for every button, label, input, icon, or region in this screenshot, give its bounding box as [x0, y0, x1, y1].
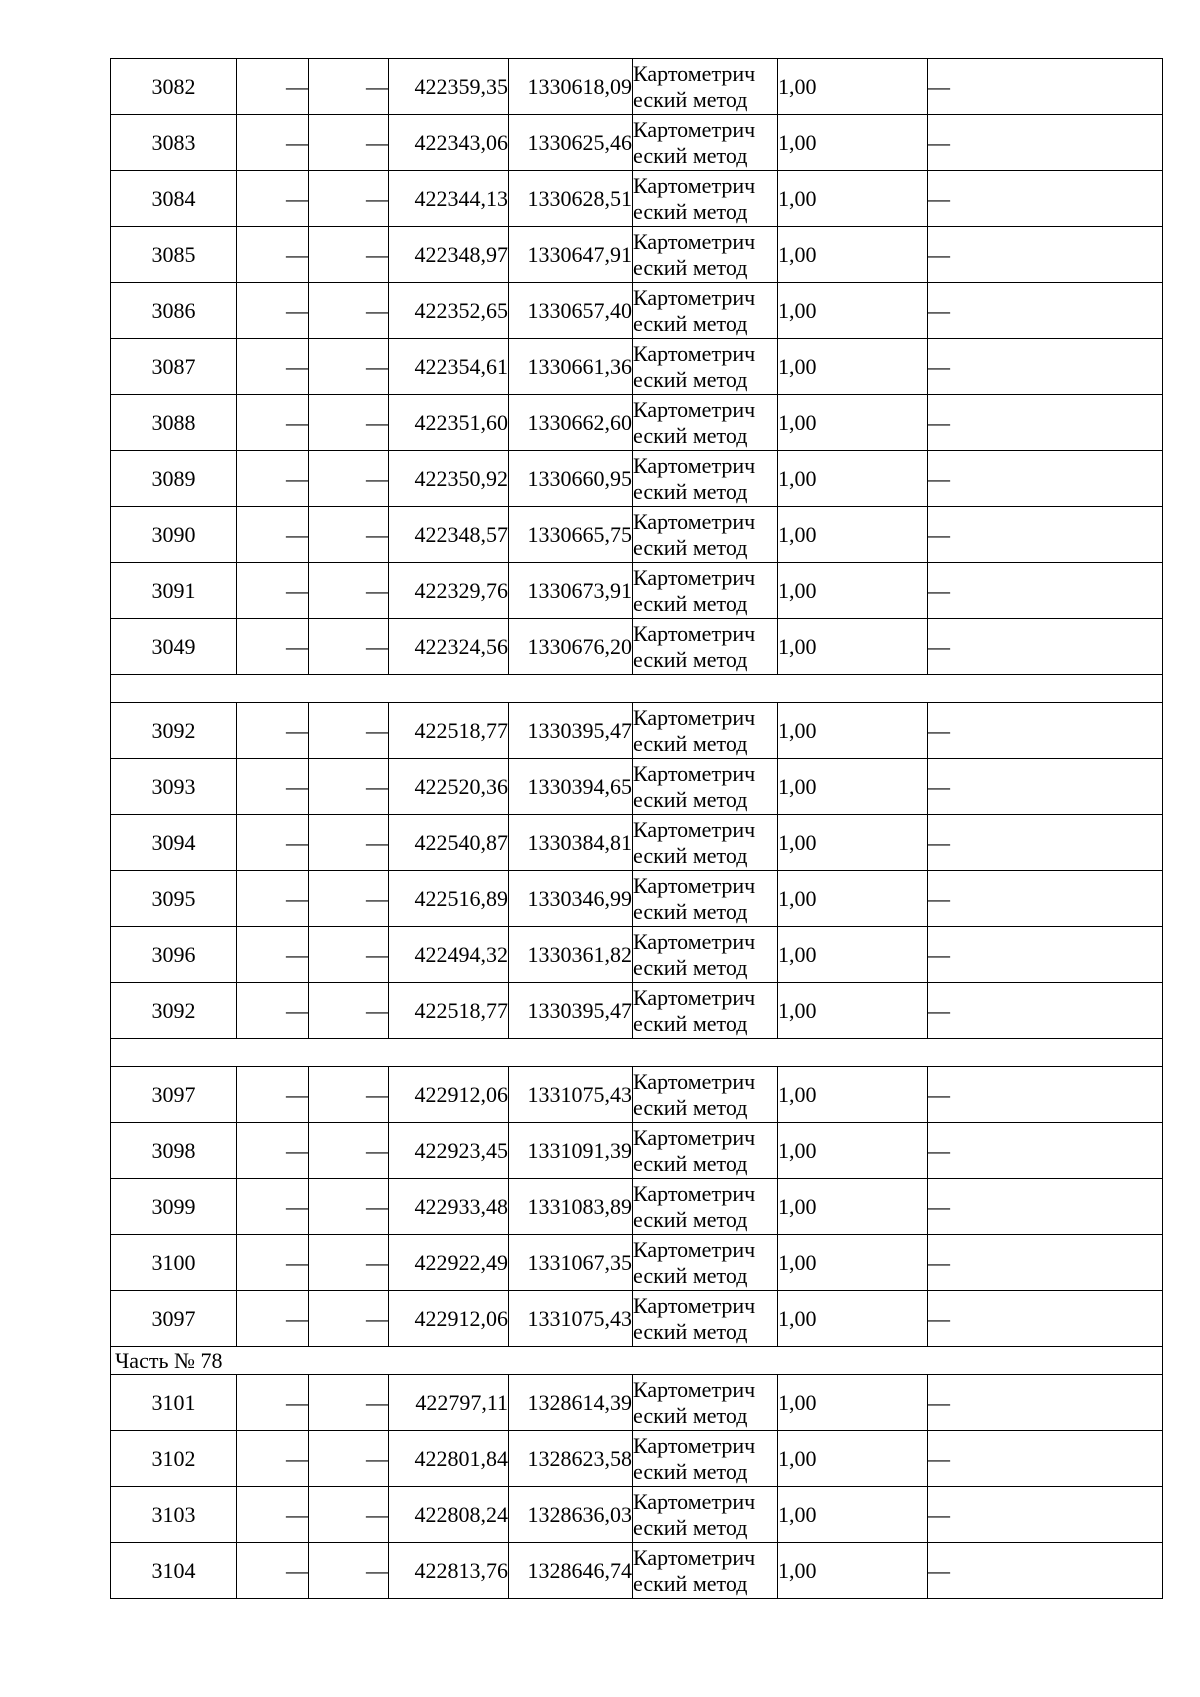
old-y-cell: — — [309, 815, 389, 871]
old-x-cell: — — [237, 1291, 309, 1347]
method-cell — [633, 759, 778, 815]
old-x-cell: — — [237, 283, 309, 339]
old-x-cell: — — [237, 983, 309, 1039]
table-row — [111, 871, 1163, 927]
x-coordinate: 422516,89 — [389, 871, 509, 927]
method-text-line1: Картометрич — [633, 620, 756, 646]
method-text-line2: еский метод — [633, 842, 748, 868]
old-y-cell: — — [309, 563, 389, 619]
accuracy-cell: 1,00 — [778, 451, 928, 507]
accuracy-cell: 1,00 — [778, 283, 928, 339]
method-text-line2: еский метод — [633, 366, 748, 392]
x-coordinate: 422912,06 — [389, 1067, 509, 1123]
point-number: 3082 — [111, 59, 237, 115]
point-number: 3098 — [111, 1123, 237, 1179]
table-row — [111, 927, 1163, 983]
method-text-line1: Картометрич — [633, 1124, 756, 1150]
method-cell — [633, 1543, 778, 1599]
description-cell: — — [928, 1235, 1163, 1291]
point-number: 3100 — [111, 1235, 237, 1291]
old-y-cell: — — [309, 1375, 389, 1431]
y-coordinate: 1330662,60 — [509, 395, 633, 451]
y-coordinate: 1331075,43 — [509, 1291, 633, 1347]
method-cell — [633, 563, 778, 619]
point-number: 3084 — [111, 171, 237, 227]
method-cell — [633, 1067, 778, 1123]
method-text-line2: еский метод — [633, 1150, 748, 1176]
table-row — [111, 507, 1163, 563]
description-cell: — — [928, 507, 1163, 563]
table-row — [111, 1543, 1163, 1599]
method-text-line2: еский метод — [633, 786, 748, 812]
description-cell: — — [928, 983, 1163, 1039]
old-y-cell: — — [309, 1487, 389, 1543]
description-cell: — — [928, 1487, 1163, 1543]
x-coordinate: 422813,76 — [389, 1543, 509, 1599]
method-text-line1: Картометрич — [633, 228, 756, 254]
description-cell: — — [928, 1291, 1163, 1347]
method-cell — [633, 283, 778, 339]
old-x-cell: — — [237, 1487, 309, 1543]
accuracy-cell: 1,00 — [778, 339, 928, 395]
method-text-line1: Картометрич — [633, 284, 756, 310]
method-text-line2: еский метод — [633, 142, 748, 168]
table-row — [111, 59, 1163, 115]
method-cell — [633, 1235, 778, 1291]
method-text-line2: еский метод — [633, 1402, 748, 1428]
old-y-cell: — — [309, 1179, 389, 1235]
method-text-line2: еский метод — [633, 1262, 748, 1288]
method-text-line1: Картометрич — [633, 116, 756, 142]
description-cell: — — [928, 1375, 1163, 1431]
old-y-cell: — — [309, 1067, 389, 1123]
accuracy-cell: 1,00 — [778, 1235, 928, 1291]
accuracy-cell: 1,00 — [778, 1431, 928, 1487]
table-row — [111, 1123, 1163, 1179]
method-text-line2: еский метод — [633, 898, 748, 924]
point-number: 3096 — [111, 927, 237, 983]
old-x-cell: — — [237, 871, 309, 927]
y-coordinate: 1330395,47 — [509, 703, 633, 759]
separator-row — [111, 1039, 1163, 1067]
method-cell — [633, 115, 778, 171]
x-coordinate: 422912,06 — [389, 1291, 509, 1347]
old-x-cell: — — [237, 619, 309, 675]
coordinates-table — [110, 58, 1163, 1599]
y-coordinate: 1330395,47 — [509, 983, 633, 1039]
accuracy-cell: 1,00 — [778, 871, 928, 927]
y-coordinate: 1330394,65 — [509, 759, 633, 815]
x-coordinate: 422359,35 — [389, 59, 509, 115]
y-coordinate: 1330661,36 — [509, 339, 633, 395]
method-text-line1: Картометрич — [633, 1180, 756, 1206]
accuracy-cell: 1,00 — [778, 1375, 928, 1431]
method-cell — [633, 507, 778, 563]
old-y-cell: — — [309, 283, 389, 339]
old-x-cell: — — [237, 927, 309, 983]
method-text-line1: Картометрич — [633, 872, 756, 898]
point-number: 3095 — [111, 871, 237, 927]
accuracy-cell: 1,00 — [778, 59, 928, 115]
old-x-cell: — — [237, 1067, 309, 1123]
accuracy-cell: 1,00 — [778, 983, 928, 1039]
method-text-line1: Картометрич — [633, 1376, 756, 1402]
description-cell: — — [928, 227, 1163, 283]
description-cell: — — [928, 1123, 1163, 1179]
point-number: 3092 — [111, 983, 237, 1039]
description-cell: — — [928, 451, 1163, 507]
accuracy-cell: 1,00 — [778, 171, 928, 227]
old-x-cell: — — [237, 1375, 309, 1431]
accuracy-cell: 1,00 — [778, 703, 928, 759]
method-text-line1: Картометрич — [633, 1236, 756, 1262]
table-row — [111, 339, 1163, 395]
old-x-cell: — — [237, 815, 309, 871]
y-coordinate: 1331083,89 — [509, 1179, 633, 1235]
method-text-line2: еский метод — [633, 198, 748, 224]
old-x-cell: — — [237, 1235, 309, 1291]
method-text-line1: Картометрич — [633, 928, 756, 954]
table-body — [111, 59, 1163, 1599]
table-row — [111, 1291, 1163, 1347]
old-y-cell: — — [309, 227, 389, 283]
old-y-cell: — — [309, 759, 389, 815]
method-text-line2: еский метод — [633, 730, 748, 756]
method-cell — [633, 451, 778, 507]
point-number: 3093 — [111, 759, 237, 815]
x-coordinate: 422344,13 — [389, 171, 509, 227]
old-x-cell: — — [237, 59, 309, 115]
point-number: 3092 — [111, 703, 237, 759]
point-number: 3094 — [111, 815, 237, 871]
method-text-line1: Картометрич — [633, 1068, 756, 1094]
method-cell — [633, 983, 778, 1039]
method-text-line2: еский метод — [633, 86, 748, 112]
point-number: 3049 — [111, 619, 237, 675]
y-coordinate: 1328646,74 — [509, 1543, 633, 1599]
description-cell: — — [928, 1067, 1163, 1123]
x-coordinate: 422518,77 — [389, 703, 509, 759]
accuracy-cell: 1,00 — [778, 115, 928, 171]
old-x-cell: — — [237, 703, 309, 759]
method-text-line2: еский метод — [633, 1514, 748, 1540]
old-x-cell: — — [237, 227, 309, 283]
method-cell — [633, 171, 778, 227]
point-number: 3091 — [111, 563, 237, 619]
method-cell — [633, 619, 778, 675]
method-cell — [633, 227, 778, 283]
method-cell — [633, 339, 778, 395]
description-cell: — — [928, 171, 1163, 227]
accuracy-cell: 1,00 — [778, 759, 928, 815]
old-x-cell: — — [237, 171, 309, 227]
old-x-cell: — — [237, 563, 309, 619]
method-cell — [633, 703, 778, 759]
point-number: 3104 — [111, 1543, 237, 1599]
old-y-cell: — — [309, 1123, 389, 1179]
point-number: 3097 — [111, 1067, 237, 1123]
x-coordinate: 422540,87 — [389, 815, 509, 871]
old-y-cell: — — [309, 1235, 389, 1291]
old-y-cell: — — [309, 1291, 389, 1347]
table-row — [111, 759, 1163, 815]
old-y-cell: — — [309, 171, 389, 227]
y-coordinate: 1330361,82 — [509, 927, 633, 983]
x-coordinate: 422350,92 — [389, 451, 509, 507]
y-coordinate: 1330647,91 — [509, 227, 633, 283]
method-cell — [633, 1123, 778, 1179]
point-number: 3088 — [111, 395, 237, 451]
method-text-line2: еский метод — [633, 1458, 748, 1484]
table-row — [111, 1487, 1163, 1543]
y-coordinate: 1330346,99 — [509, 871, 633, 927]
method-text-line1: Картометрич — [633, 1544, 756, 1570]
accuracy-cell: 1,00 — [778, 1487, 928, 1543]
old-y-cell: — — [309, 451, 389, 507]
y-coordinate: 1330628,51 — [509, 171, 633, 227]
accuracy-cell: 1,00 — [778, 927, 928, 983]
separator-cell — [111, 1039, 1163, 1067]
x-coordinate: 422520,36 — [389, 759, 509, 815]
old-y-cell: — — [309, 59, 389, 115]
old-x-cell: — — [237, 1123, 309, 1179]
y-coordinate: 1328623,58 — [509, 1431, 633, 1487]
method-cell — [633, 1487, 778, 1543]
description-cell: — — [928, 619, 1163, 675]
table-row — [111, 115, 1163, 171]
method-text-line2: еский метод — [633, 1010, 748, 1036]
old-y-cell: — — [309, 619, 389, 675]
description-cell: — — [928, 1179, 1163, 1235]
method-text-line2: еский метод — [633, 590, 748, 616]
table-row — [111, 171, 1163, 227]
old-y-cell: — — [309, 871, 389, 927]
point-number: 3086 — [111, 283, 237, 339]
method-text-line1: Картометрич — [633, 760, 756, 786]
method-text-line1: Картометрич — [633, 1432, 756, 1458]
old-y-cell: — — [309, 983, 389, 1039]
x-coordinate: 422354,61 — [389, 339, 509, 395]
x-coordinate: 422494,32 — [389, 927, 509, 983]
y-coordinate: 1331091,39 — [509, 1123, 633, 1179]
point-number: 3085 — [111, 227, 237, 283]
old-x-cell: — — [237, 1543, 309, 1599]
y-coordinate: 1328614,39 — [509, 1375, 633, 1431]
old-y-cell: — — [309, 115, 389, 171]
accuracy-cell: 1,00 — [778, 1179, 928, 1235]
x-coordinate: 422922,49 — [389, 1235, 509, 1291]
table-row — [111, 451, 1163, 507]
old-x-cell: — — [237, 451, 309, 507]
y-coordinate: 1330660,95 — [509, 451, 633, 507]
table-row — [111, 1179, 1163, 1235]
description-cell: — — [928, 703, 1163, 759]
table-row — [111, 1375, 1163, 1431]
accuracy-cell: 1,00 — [778, 1123, 928, 1179]
description-cell: — — [928, 59, 1163, 115]
method-cell — [633, 927, 778, 983]
description-cell: — — [928, 871, 1163, 927]
point-number: 3099 — [111, 1179, 237, 1235]
method-cell — [633, 815, 778, 871]
accuracy-cell: 1,00 — [778, 619, 928, 675]
old-x-cell: — — [237, 1179, 309, 1235]
description-cell: — — [928, 115, 1163, 171]
x-coordinate: 422797,11 — [389, 1375, 509, 1431]
y-coordinate: 1330676,20 — [509, 619, 633, 675]
method-text-line1: Картометрич — [633, 452, 756, 478]
method-text-line2: еский метод — [633, 254, 748, 280]
old-y-cell: — — [309, 703, 389, 759]
x-coordinate: 422343,06 — [389, 115, 509, 171]
accuracy-cell: 1,00 — [778, 1291, 928, 1347]
part-header-row — [111, 1347, 1163, 1375]
old-x-cell: — — [237, 507, 309, 563]
method-text-line2: еский метод — [633, 534, 748, 560]
table-row — [111, 1235, 1163, 1291]
accuracy-cell: 1,00 — [778, 507, 928, 563]
accuracy-cell: 1,00 — [778, 395, 928, 451]
method-text-line1: Картометрич — [633, 1488, 756, 1514]
description-cell: — — [928, 283, 1163, 339]
old-y-cell: — — [309, 339, 389, 395]
table-row — [111, 983, 1163, 1039]
method-text-line2: еский метод — [633, 954, 748, 980]
y-coordinate: 1328636,03 — [509, 1487, 633, 1543]
description-cell: — — [928, 395, 1163, 451]
method-cell — [633, 1291, 778, 1347]
part-label: Часть № 78 — [111, 1347, 1163, 1375]
description-cell: — — [928, 815, 1163, 871]
description-cell: — — [928, 1543, 1163, 1599]
x-coordinate: 422923,45 — [389, 1123, 509, 1179]
method-text-line2: еский метод — [633, 646, 748, 672]
y-coordinate: 1331075,43 — [509, 1067, 633, 1123]
y-coordinate: 1330618,09 — [509, 59, 633, 115]
method-cell — [633, 871, 778, 927]
table-row — [111, 1431, 1163, 1487]
table-row — [111, 227, 1163, 283]
x-coordinate: 422518,77 — [389, 983, 509, 1039]
method-text-line2: еский метод — [633, 1570, 748, 1596]
separator-cell — [111, 675, 1163, 703]
x-coordinate: 422348,97 — [389, 227, 509, 283]
y-coordinate: 1330625,46 — [509, 115, 633, 171]
old-y-cell: — — [309, 927, 389, 983]
point-number: 3097 — [111, 1291, 237, 1347]
description-cell: — — [928, 759, 1163, 815]
method-text-line2: еский метод — [633, 1206, 748, 1232]
description-cell: — — [928, 1431, 1163, 1487]
old-y-cell: — — [309, 1431, 389, 1487]
y-coordinate: 1330657,40 — [509, 283, 633, 339]
table-row — [111, 395, 1163, 451]
table-row — [111, 619, 1163, 675]
method-cell — [633, 59, 778, 115]
point-number: 3083 — [111, 115, 237, 171]
method-cell — [633, 395, 778, 451]
accuracy-cell: 1,00 — [778, 815, 928, 871]
method-text-line2: еский метод — [633, 1318, 748, 1344]
old-y-cell: — — [309, 507, 389, 563]
method-text-line1: Картометрич — [633, 60, 756, 86]
description-cell: — — [928, 927, 1163, 983]
point-number: 3101 — [111, 1375, 237, 1431]
x-coordinate: 422348,57 — [389, 507, 509, 563]
method-text-line1: Картометрич — [633, 704, 756, 730]
point-number: 3102 — [111, 1431, 237, 1487]
old-x-cell: — — [237, 395, 309, 451]
method-text-line1: Картометрич — [633, 816, 756, 842]
y-coordinate: 1331067,35 — [509, 1235, 633, 1291]
old-y-cell: — — [309, 1543, 389, 1599]
accuracy-cell: 1,00 — [778, 227, 928, 283]
method-text-line1: Картометрич — [633, 984, 756, 1010]
description-cell: — — [928, 563, 1163, 619]
method-text-line2: еский метод — [633, 478, 748, 504]
method-text-line1: Картометрич — [633, 1292, 756, 1318]
accuracy-cell: 1,00 — [778, 1543, 928, 1599]
method-cell — [633, 1375, 778, 1431]
x-coordinate: 422324,56 — [389, 619, 509, 675]
y-coordinate: 1330665,75 — [509, 507, 633, 563]
old-y-cell: — — [309, 395, 389, 451]
method-text-line2: еский метод — [633, 1094, 748, 1120]
method-text-line1: Картометрич — [633, 396, 756, 422]
x-coordinate: 422933,48 — [389, 1179, 509, 1235]
old-x-cell: — — [237, 115, 309, 171]
accuracy-cell: 1,00 — [778, 1067, 928, 1123]
y-coordinate: 1330673,91 — [509, 563, 633, 619]
method-cell — [633, 1431, 778, 1487]
old-x-cell: — — [237, 1431, 309, 1487]
table-row — [111, 703, 1163, 759]
accuracy-cell: 1,00 — [778, 563, 928, 619]
old-x-cell: — — [237, 759, 309, 815]
method-cell — [633, 1179, 778, 1235]
method-text-line1: Картометрич — [633, 508, 756, 534]
description-cell: — — [928, 339, 1163, 395]
point-number: 3090 — [111, 507, 237, 563]
method-text-line1: Картометрич — [633, 340, 756, 366]
point-number: 3103 — [111, 1487, 237, 1543]
table-row — [111, 815, 1163, 871]
method-text-line1: Картометрич — [633, 564, 756, 590]
x-coordinate: 422808,24 — [389, 1487, 509, 1543]
x-coordinate: 422329,76 — [389, 563, 509, 619]
x-coordinate: 422801,84 — [389, 1431, 509, 1487]
method-text-line1: Картометрич — [633, 172, 756, 198]
point-number: 3089 — [111, 451, 237, 507]
point-number: 3087 — [111, 339, 237, 395]
table-row — [111, 1067, 1163, 1123]
method-text-line2: еский метод — [633, 310, 748, 336]
x-coordinate: 422352,65 — [389, 283, 509, 339]
y-coordinate: 1330384,81 — [509, 815, 633, 871]
x-coordinate: 422351,60 — [389, 395, 509, 451]
old-x-cell: — — [237, 339, 309, 395]
table-row — [111, 283, 1163, 339]
table-row — [111, 563, 1163, 619]
method-text-line2: еский метод — [633, 422, 748, 448]
separator-row — [111, 675, 1163, 703]
